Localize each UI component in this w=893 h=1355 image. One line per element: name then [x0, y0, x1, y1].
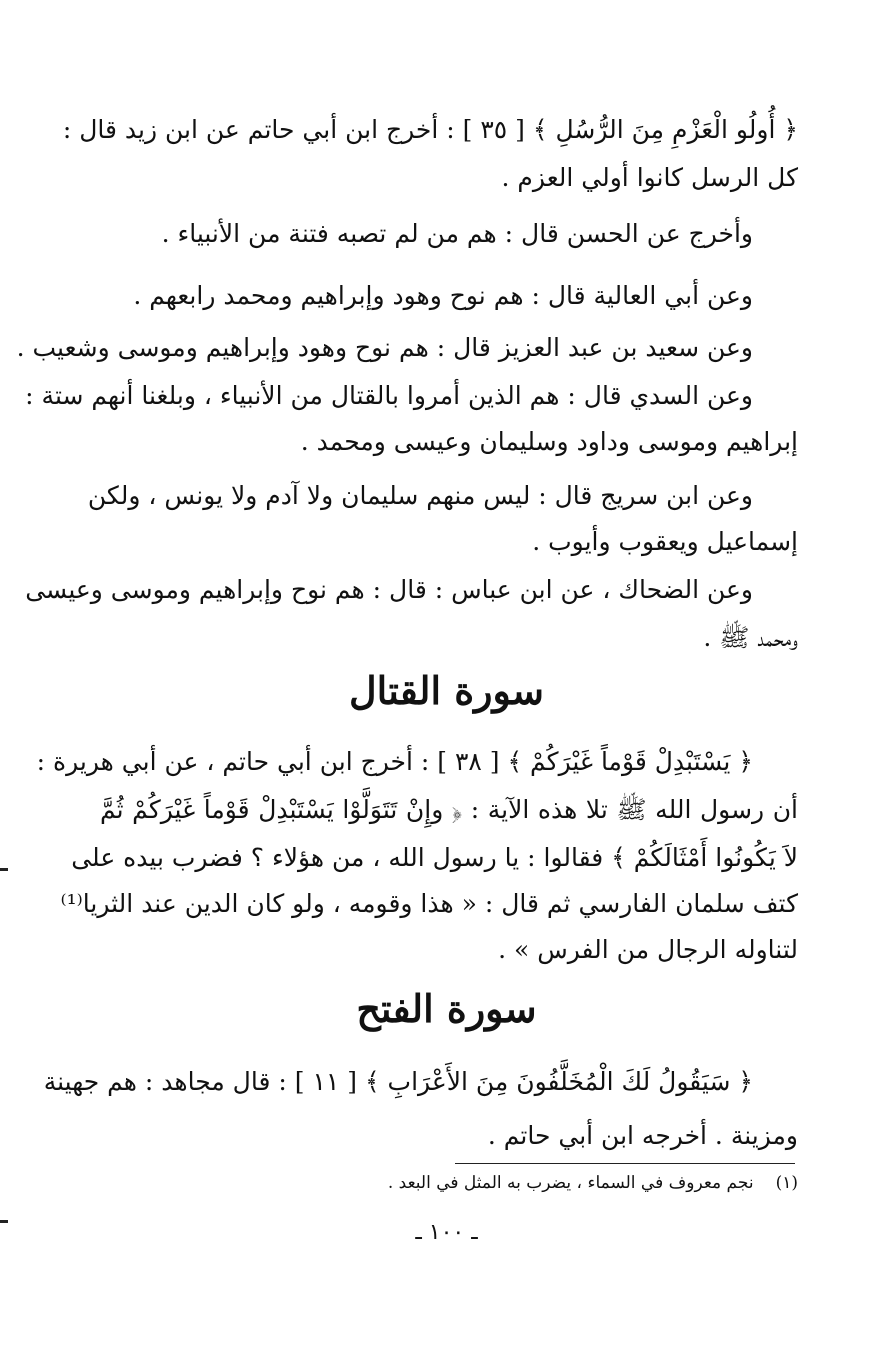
scan-mark	[0, 868, 8, 871]
text-line: ومزينة . أخرجه ابن أبي حاتم .	[487, 1121, 798, 1150]
footnote-text: نجم معروف في السماء ، يضرب به المثل في البعد .	[387, 1173, 754, 1193]
text-line: كل الرسل كانوا أولي العزم .	[501, 163, 798, 192]
text-line: وعن السدي قال : هم الذين أمروا بالقتال من الأنبياء ، وبلغنا أنهم ستة :	[25, 381, 753, 410]
text-line: كتف سلمان الفارسي ثم قال : « هذا وقومه ، ولو كان الدين عند الثريا⁽¹⁾	[60, 889, 798, 918]
text-line: إسماعيل ويعقوب وأيوب .	[532, 527, 798, 556]
page-number: ـ ١٠٠ ـ	[415, 1220, 478, 1245]
footnote-number: (١)	[775, 1173, 798, 1193]
scan-mark	[0, 1220, 8, 1223]
text-line: وعن ابن سريج قال : ليس منهم سليمان ولا آدم ولا يونس ، ولكن	[87, 481, 753, 510]
text-line: ﴿ أُولُو الْعَزْمِ مِنَ الرُّسُلِ ﴾ [ ٣٥ ] : أخرج ابن أبي حاتم عن ابن زيد قال :	[62, 115, 798, 144]
surah-heading-fath: سورة الفتح	[356, 986, 537, 1031]
footnote	[388, 1170, 798, 1196]
text-line: ﴿ سَيَقُولُ لَكَ الْمُخَلَّفُونَ مِنَ الأَعْرَابِ ﴾ [ ١١ ] : قال مجاهد : هم جهينة	[43, 1067, 753, 1096]
text-line: ومحمد ﷺ .	[703, 623, 798, 652]
text-line: لتناوله الرجال من الفرس » .	[498, 935, 798, 964]
text-line: وعن أبي العالية قال : هم نوح وهود وإبراهيم ومحمد رابعهم .	[133, 281, 753, 310]
text-line: أن رسول الله ﷺ تلا هذه الآية : ﴿ وإِنْ تَتَوَلَّوْا يَسْتَبْدِلْ قَوْماً غَيْرَكُمْ ثُمَّ	[100, 795, 798, 824]
surah-heading-qital: سورة القتال	[349, 668, 544, 713]
text-line: وأخرج عن الحسن قال : هم من لم تصبه فتنة من الأنبياء .	[161, 219, 753, 248]
text-line: ﴿ يَسْتَبْدِلْ قَوْماً غَيْرَكُمْ ﴾ [ ٣٨ ] : أخرج ابن أبي حاتم ، عن أبي هريرة :	[36, 747, 753, 776]
text-line: وعن الضحاك ، عن ابن عباس : قال : هم نوح وإبراهيم وموسى وعيسى	[25, 575, 753, 604]
text-line: وعن سعيد بن عبد العزيز قال : هم نوح وهود وإبراهيم وموسى وشعيب .	[16, 333, 753, 362]
text-line: لاَ يَكُونُوا أَمْثَالَكُمْ ﴾ فقالوا : يا رسول الله ، من هؤلاء ؟ فضرب بيده على	[71, 843, 798, 872]
footnote-separator	[455, 1163, 795, 1164]
text-line: إبراهيم وموسى وداود وسليمان وعيسى ومحمد .	[300, 427, 798, 456]
